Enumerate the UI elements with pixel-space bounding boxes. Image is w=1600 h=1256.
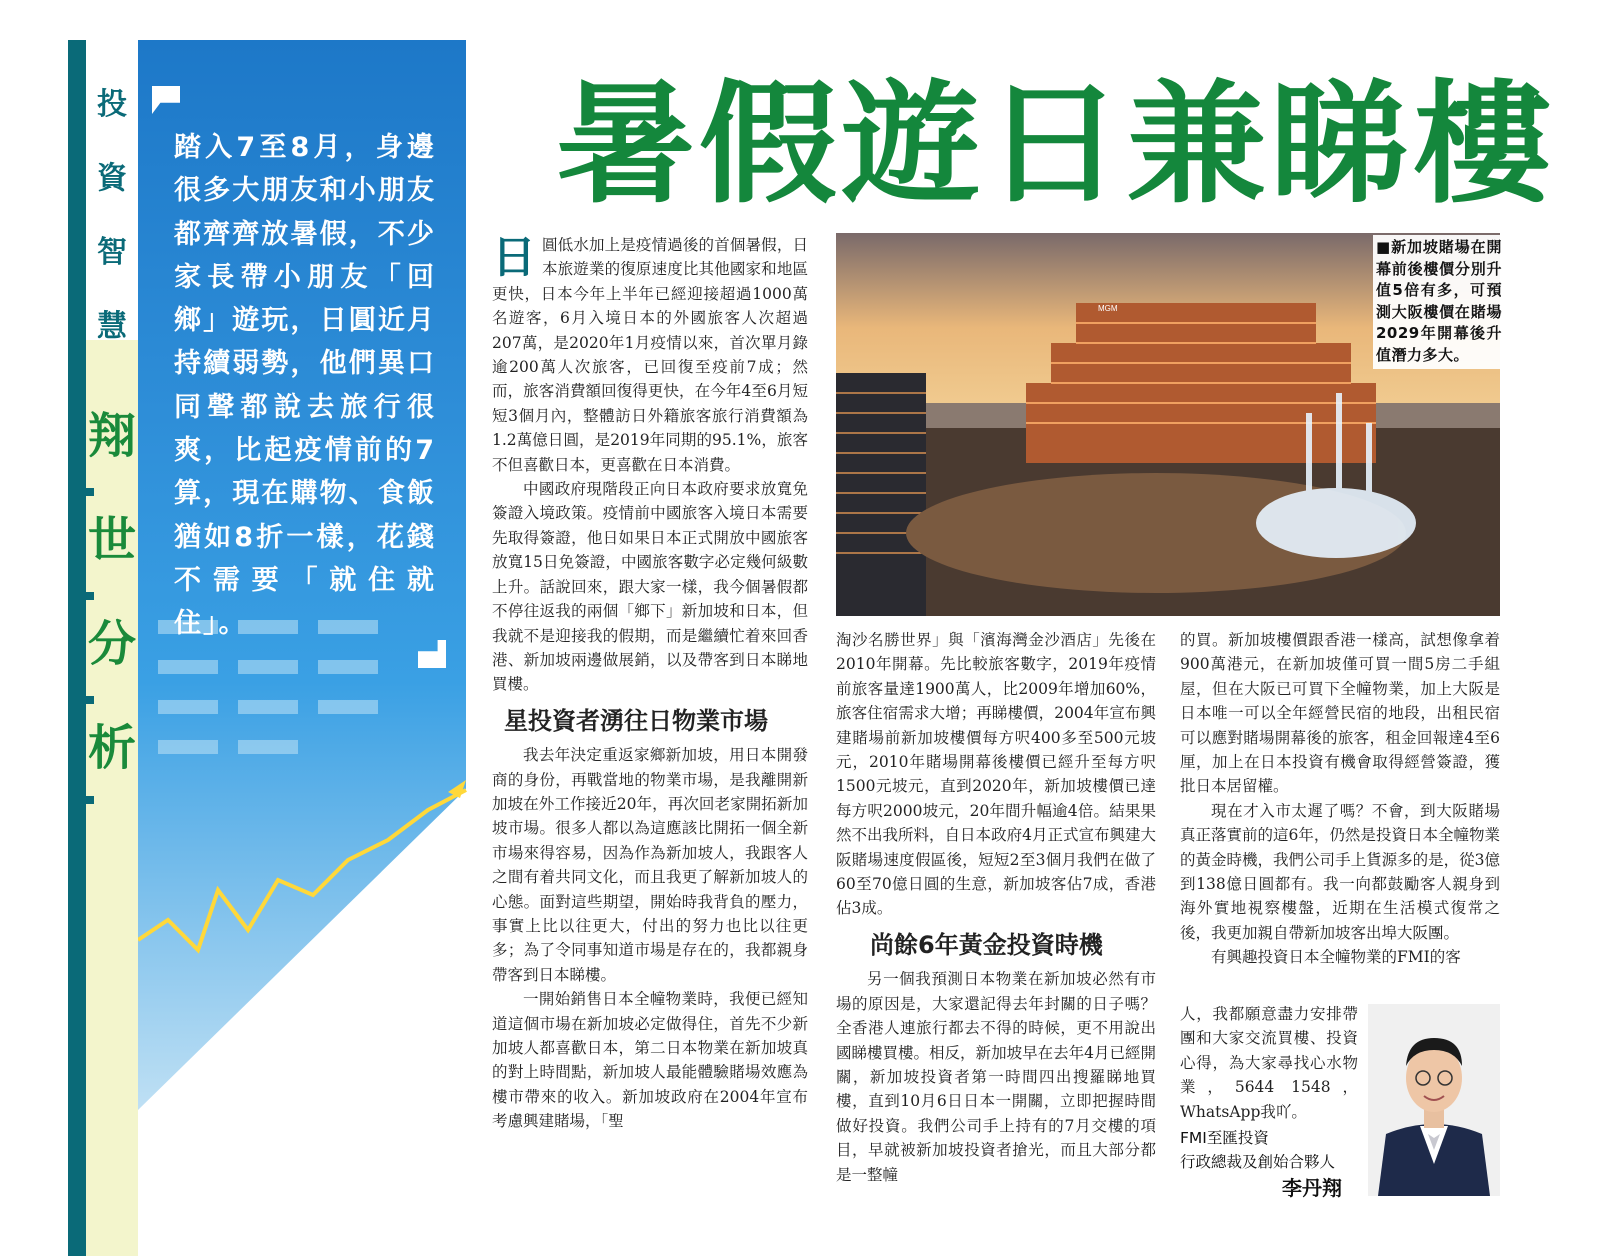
article-column-2	[836, 628, 1156, 1187]
paragraph: 中國政府現階段正向日本政府要求放寬免簽證入境政策。疫情前中國旅客入境日本需要先取得簽證，他日如果日本正式開放中國旅客放寬15日免簽證，中國旅客數字必定幾何級數上升。話說回來，跟大家一樣，我今個暑假都不停往返我的兩個「鄉下」新加坡和日本，但我就不是迎接我的假期，而是繼續忙着來回香港、新加坡兩邊做展銷，以及帶客到日本睇地買樓。	[492, 480, 808, 694]
divider-tick	[86, 488, 94, 496]
column-name-char: 慧	[97, 309, 127, 344]
contact-paragraph	[1180, 1002, 1358, 1124]
subheading: 星投資者湧往日物業市場	[504, 706, 768, 735]
author-name-char: 分	[87, 616, 136, 672]
headline: 暑假遊日兼睇樓	[556, 68, 1556, 222]
drop-cap: 日	[492, 232, 536, 283]
byline-company: FMI至匯投資	[1180, 1129, 1269, 1147]
intro-text: 踏入7至8月，身邊很多大朋友和小朋友都齊齊放暑假，不少家長帶小朋友「回鄉」遊玩，日圓近月持續弱勢，他們異口同聲都說去旅行很爽，比起疫情前的7算，現在購物、食飯猶如8折一樣，花錢不需要「就住就住」。	[174, 132, 436, 640]
paragraph: 的買。新加坡樓價跟香港一樣高，試想像拿着900萬港元，在新加坡僅可買一間5房二手組屋，但在大阪已可買下全幢物業，加上大阪是日本唯一可以全年經營民宿的地段，出租民宿可以應對賭場開幕後的旅客，租金回報達4至6厘，加上在日本投資有機會取得經營簽證，獲批日本居留權。	[1180, 631, 1500, 796]
paragraph: 我去年決定重返家鄉新加坡，用日本開發商的身份，再戰當地的物業市場，是我離開新加坡在外工作接近20年，再次回老家開拓新加坡市場。很多人都以為這應該比開拓一個全新市場來得容易，因為作為新加坡人，我跟客人之間有着共同文化，而且我更了解新加坡人的心態。面對這些期望，開始時我背負的壓力，事實上比以往更大，付出的努力也比以往更多；為了令同事知道市場是存在的，我都親身帶客到日本睇樓。	[492, 746, 808, 984]
paragraph: 淘沙名勝世界」與「濱海灣金沙酒店」先後在2010年開幕。先比較旅客數字，2019年疫情前旅客量達1900萬人，比2009年增加60%，旅客住宿需求大增；再睇樓價，2004年宣布興建賭場前新加坡樓價每方呎400多至500元坡元，2010年賭場開幕後樓價已經升至每方呎1500元坡元，直到2020年，新加坡樓價已達每方呎2000坡元，20年間升幅逾4倍。結果果然不出我所料，自日本政府4月正式宣布興建大阪賭場速度假區後，短短2至3個月我們在做了60至70億日圓的生意，新加坡客佔7成，香港佔3成。	[836, 631, 1156, 918]
paragraph: 另一個我預測日本物業在新加坡必然有市場的原因是，大家還記得去年封關的日子嗎？全香港人連旅行都去不得的時候，更不用說出國睇樓買樓。相反，新加坡早在去年4月已經開關，新加坡投資者第一時間四出搜羅睇地買樓，直到10月6日日本一開關，立即把握時間做好投資。我們公司手上持有的7月交樓的項目，早就被新加坡投資者搶光，而且大部分都是一整幢	[836, 970, 1156, 1184]
divider-tick	[86, 592, 94, 600]
column-band-dark	[68, 340, 86, 1256]
author-name-char: 世	[87, 512, 136, 568]
article-column-1	[492, 233, 808, 1134]
paragraph: 一開始銷售日本全幢物業時，我便已經知道這個市場在新加坡必定做得住，首先不少新加坡人都喜歡日本，第二日本物業在新加坡真的對上時間點，新加坡人最能體驗賭場效應為樓市帶來的收入。新加坡政府在2004年宣布考慮興建賭場，「聖	[492, 990, 808, 1131]
column-name-char: 投	[97, 87, 127, 122]
author-portrait	[1368, 1004, 1500, 1196]
author-name-char: 析	[87, 720, 136, 776]
paragraph: 圓低水加上是疫情過後的首個暑假，日本旅遊業的復原速度比其他國家和地區更快，日本今年上半年已經迎接超過1000萬名遊客，6月入境日本的外國旅客人次超過207萬，是2020年1月疫情以來，首次單月錄逾200萬人次旅客，已回復至疫前7成；然而，旅客消費額回復得更快，在今年4至6月短短3個月內，整體訪日外籍旅客旅行消費額為1.2萬億日圓，是2019年同期的95.1%，旅客不但喜歡日本，更喜歡在日本消費。	[492, 236, 808, 474]
column-name-char: 資	[97, 161, 127, 196]
byline-name: 李丹翔	[1282, 1176, 1342, 1200]
divider-tick	[86, 796, 94, 804]
paragraph: 現在才入市太遲了嗎？不會，到大阪賭場真正落實前的這6年，仍然是投資日本全幢物業的黃金時機，我們公司手上貨源多的是，從3億到138億日圓都有。我一向都鼓勵客人親身到海外實地視察樓盤，近期在生活模式復常之後，我更加親自帶新加坡客出埠大阪團。	[1180, 801, 1500, 942]
column-name-char: 智	[97, 235, 127, 270]
paragraph: 人，我都願意盡力安排帶團和大家交流買樓、投資心得，為大家尋找心水物業，5644 1548，WhatsApp我吖。	[1180, 1005, 1358, 1121]
paragraph: 有興趣投資日本全幢物業的FMI的客	[1211, 948, 1461, 967]
article-column-3	[1180, 628, 1500, 970]
divider-tick	[86, 696, 94, 704]
photo-caption: ■新加坡賭場在開幕前後樓價分別升值5倍有多，可預測大阪樓價在賭場2029年開幕後升值潛力多大。	[1373, 235, 1505, 369]
author-name-char: 翔	[87, 408, 136, 464]
column-name	[86, 68, 138, 364]
mgm-sign: MGM	[1098, 304, 1118, 313]
byline-title: 行政總裁及創始合夥人	[1180, 1153, 1336, 1171]
subheading: 尚餘6年黃金投資時機	[870, 930, 1103, 959]
